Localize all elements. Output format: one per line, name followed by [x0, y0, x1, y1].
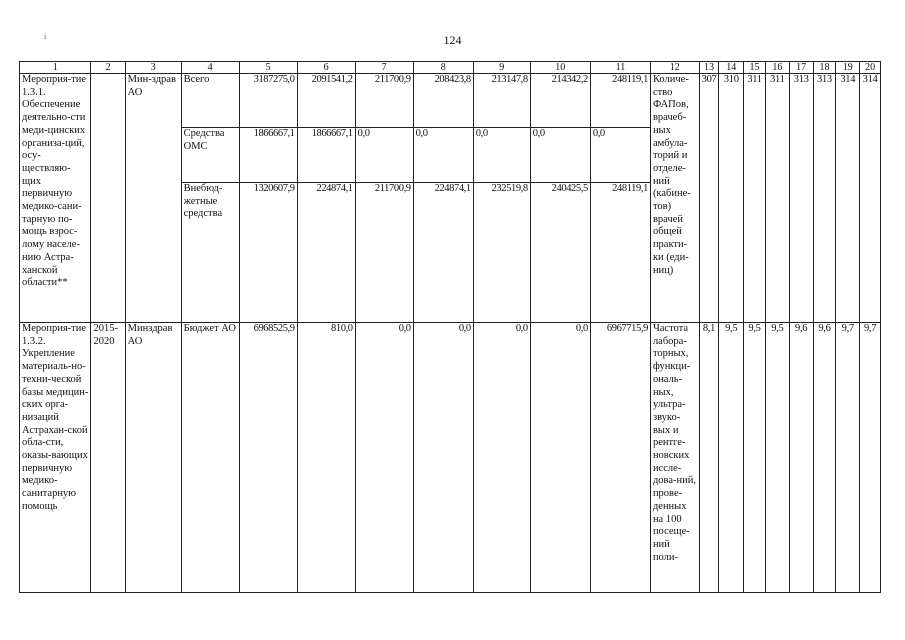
- years-cell: [91, 74, 125, 323]
- column-number: 16: [765, 62, 789, 74]
- target-value: 314: [836, 74, 860, 323]
- value-cell: 3187275,0: [239, 74, 297, 128]
- target-value: 311: [744, 74, 766, 323]
- target-value: 311: [765, 74, 789, 323]
- value-cell: 1866667,1: [239, 128, 297, 183]
- column-number: 18: [813, 62, 836, 74]
- value-cell: 2091541,2: [297, 74, 355, 128]
- indicator-name: Количе-ство ФАПов, врачеб-ных амбула-торий и отделе-ний (кабине-тов) врачей общей практи-ки (еди-ниц): [650, 74, 699, 323]
- funding-source: Бюджет АО: [181, 323, 239, 593]
- column-number: 1: [20, 62, 91, 74]
- funding-source: Всего: [181, 74, 239, 128]
- value-cell: 0,0: [530, 128, 590, 183]
- column-number: 19: [836, 62, 860, 74]
- target-value: 313: [813, 74, 836, 323]
- target-value: 9,5: [719, 323, 744, 593]
- target-value: 8,1: [699, 323, 719, 593]
- target-value: 9,5: [765, 323, 789, 593]
- measure-name: Мероприя-тие 1.3.1. Обеспечение деятельно-сти меди-цинских организа-ций, осу-ществляю-щих первичную медико-сани-тарную по-мощь взрос-лому населе-нию Астра-ханской области**: [20, 74, 91, 323]
- value-cell: 0,0: [355, 323, 413, 593]
- value-cell: 810,0: [297, 323, 355, 593]
- value-cell: 0,0: [355, 128, 413, 183]
- column-number: 4: [181, 62, 239, 74]
- value-cell: 0,0: [530, 323, 590, 593]
- column-number: 10: [530, 62, 590, 74]
- value-cell: 0,0: [413, 323, 473, 593]
- target-value: 9,7: [860, 323, 881, 593]
- funding-source: Внебюд-жетные средства: [181, 183, 239, 323]
- target-value: 314: [860, 74, 881, 323]
- column-number: 7: [355, 62, 413, 74]
- value-cell: 211700,9: [355, 74, 413, 128]
- column-number: 11: [590, 62, 650, 74]
- value-cell: 0,0: [590, 128, 650, 183]
- value-cell: 1866667,1: [297, 128, 355, 183]
- table-row: [20, 74, 881, 128]
- column-number: 17: [789, 62, 813, 74]
- value-cell: 6967715,9: [590, 323, 650, 593]
- value-cell: 213147,8: [473, 74, 530, 128]
- years-cell: 2015-2020: [91, 323, 125, 593]
- target-value: 9,6: [789, 323, 813, 593]
- column-number: 6: [297, 62, 355, 74]
- target-value: 9,6: [813, 323, 836, 593]
- value-cell: 240425,5: [530, 183, 590, 323]
- value-cell: 224874,1: [297, 183, 355, 323]
- value-cell: 224874,1: [413, 183, 473, 323]
- corner-mark: і: [44, 32, 47, 41]
- column-number: 3: [125, 62, 181, 74]
- value-cell: 232519,8: [473, 183, 530, 323]
- column-number: 9: [473, 62, 530, 74]
- column-number: 2: [91, 62, 125, 74]
- program-measures-table: [19, 61, 881, 593]
- column-number-row: [20, 62, 881, 74]
- value-cell: 0,0: [473, 128, 530, 183]
- target-value: 9,5: [744, 323, 766, 593]
- column-number: 12: [650, 62, 699, 74]
- column-number: 13: [699, 62, 719, 74]
- value-cell: 211700,9: [355, 183, 413, 323]
- value-cell: 6968525,9: [239, 323, 297, 593]
- funding-source: Средства ОМС: [181, 128, 239, 183]
- column-number: 15: [744, 62, 766, 74]
- target-value: 9,7: [836, 323, 860, 593]
- target-value: 313: [789, 74, 813, 323]
- indicator-name: Частота лабора-торных, функци-ональ-ных, ультра-звуко-вых и рентге-новских иссле-дова-ний, прове-денных на 100 посеще-ний поли-: [650, 323, 699, 593]
- target-value: 307: [699, 74, 719, 323]
- value-cell: 248119,1: [590, 183, 650, 323]
- table-row: [20, 323, 881, 593]
- value-cell: 208423,8: [413, 74, 473, 128]
- value-cell: 248119,1: [590, 74, 650, 128]
- value-cell: 214342,2: [530, 74, 590, 128]
- column-number: 20: [860, 62, 881, 74]
- column-number: 14: [719, 62, 744, 74]
- page-number: 124: [443, 33, 462, 47]
- target-value: 310: [719, 74, 744, 323]
- executor-cell: Минздрав АО: [125, 323, 181, 593]
- column-number: 5: [239, 62, 297, 74]
- value-cell: 0,0: [473, 323, 530, 593]
- value-cell: 1320607,9: [239, 183, 297, 323]
- column-number: 8: [413, 62, 473, 74]
- executor-cell: Мин-здрав АО: [125, 74, 181, 323]
- measure-name: Мероприя-тие 1.3.2. Укрепление материаль-но-техни-ческой базы медицин-ских орга-низаций Астрахан-ской обла-сти, оказы-вающих первичную медико-санитарную помощь: [20, 323, 91, 593]
- value-cell: 0,0: [413, 128, 473, 183]
